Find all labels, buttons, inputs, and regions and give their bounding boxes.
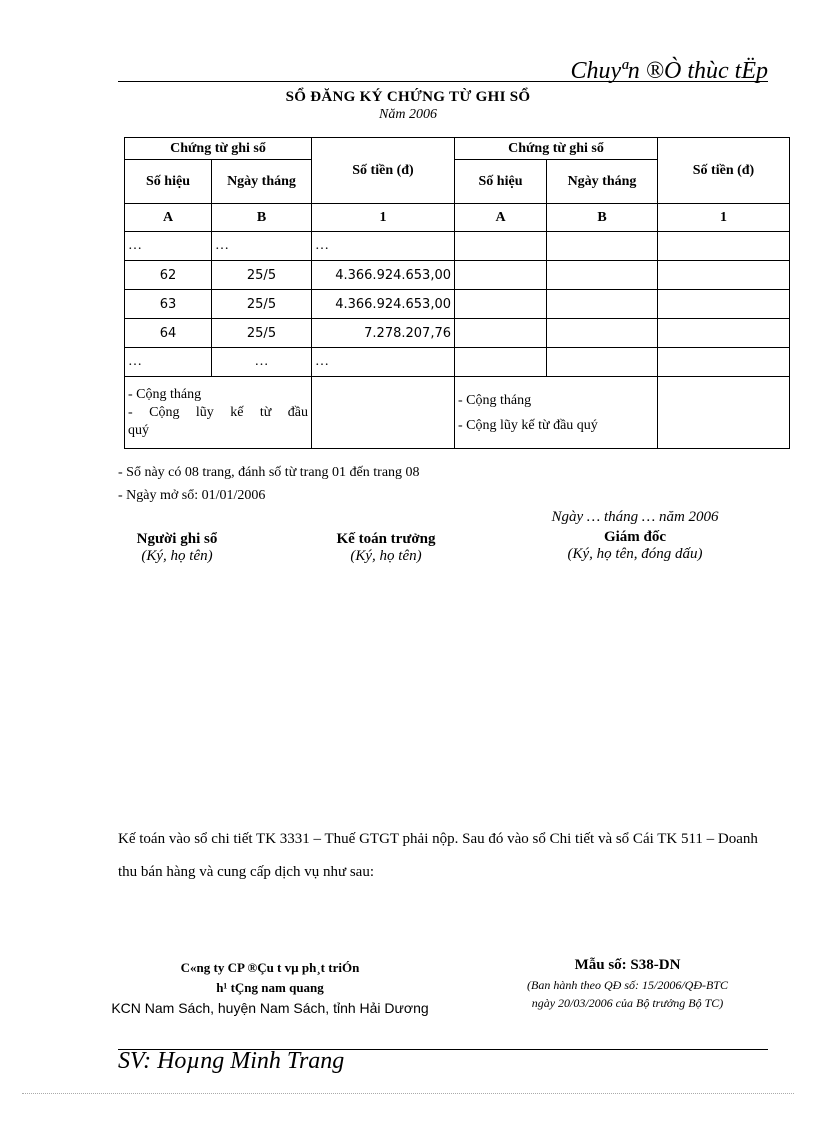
signature-block-recorder [96,531,258,565]
form-issued-line1: (Ban hành theo QĐ số: 15/2006/QĐ-BTC [527,978,728,992]
row-amount: 4.366.924.653,00 [312,261,455,290]
company-name-line2: h¹ tÇng nam quang [216,980,324,995]
empty-cell [658,290,790,319]
page-subtitle: Năm 2006 [379,107,437,122]
total-cumulative-left-quarter: quý [128,422,149,438]
col-header-number-right: Số hiệu [455,160,547,204]
signature-date-line: Ngày … tháng … năm 2006 [551,509,719,525]
body-paragraph: Kế toán vào sổ chi tiết TK 3331 – Thuế GTGT phải nộp. Sau đó vào sổ Chi tiết và sổ Cái TK 511 – Doanh thu bán hàng và cung cấp dịch vụ như sau: [118,831,758,880]
table-row [125,290,790,319]
signature-title-director: Giám đốc [603,529,667,545]
code-a-left: A [125,204,212,232]
empty-cell [547,232,658,261]
row-date: … [212,348,312,377]
total-month-right: - Cộng tháng [458,392,532,408]
company-address: KCN Nam Sách, huyện Nam Sách, tỉnh Hải Dương [111,1000,429,1016]
column-code-row [125,204,790,232]
col-header-date-right: Ngày tháng [547,160,658,204]
row-date: 25/5 [212,290,312,319]
table-row [125,232,790,261]
signature-title-recorder: Người ghi sổ [136,531,218,547]
total-month-left: - Cộng tháng [128,386,202,402]
note-pages: - Sổ này có 08 trang, đánh số từ trang 01 đến trang 08 [118,465,420,480]
total-label-right [455,377,658,449]
group-header-left: Chứng từ ghi sổ [125,138,312,160]
row-amount: … [312,232,455,261]
empty-cell [455,232,547,261]
table-row [125,261,790,290]
row-amount: 4.366.924.653,00 [312,290,455,319]
student-name: SV: Hoµng Minh Trang [118,1048,345,1074]
row-date: 25/5 [212,319,312,348]
code-a-right: A [455,204,547,232]
table-header-row [125,138,790,160]
form-code: Mẫu số: S38-DN [574,957,681,973]
running-header: Chuyªn ®Ò thùc tËp [570,58,768,84]
row-amount: … [312,348,455,377]
row-date: 25/5 [212,261,312,290]
total-cumulative-right: - Cộng lũy kế từ đầu quý [458,417,598,433]
page-bottom-border [22,1093,794,1094]
row-number: 64 [125,319,212,348]
empty-cell [547,290,658,319]
signature-note-director: (Ký, họ tên, đóng dấu) [567,546,703,562]
note-open-date: - Ngày mở sổ: 01/01/2006 [118,488,266,503]
empty-cell [547,261,658,290]
table-row [125,319,790,348]
row-date: … [212,232,312,261]
table-row [125,348,790,377]
signature-block-accountant [305,531,467,565]
page-title: SỔ ĐĂNG KÝ CHỨNG TỪ GHI SỔ [285,89,531,105]
col-header-amount-right: Số tiền (đ) [658,138,790,204]
row-number: 62 [125,261,212,290]
empty-cell [455,319,547,348]
signature-note-accountant: (Ký, họ tên) [350,548,422,564]
empty-cell [658,319,790,348]
table-total-row [125,377,790,449]
code-1-left: 1 [312,204,455,232]
empty-cell [455,261,547,290]
col-header-date-left: Ngày tháng [212,160,312,204]
signature-title-accountant: Kế toán trưởng [336,531,436,547]
empty-cell [547,319,658,348]
company-name-line1: C«ng ty CP ®Çu t vµ ph¸t triÓn [180,960,360,975]
row-number: … [125,232,212,261]
company-block [80,958,460,1018]
empty-cell [455,290,547,319]
empty-cell [658,261,790,290]
register-table [124,137,790,449]
form-issued-line2: ngày 20/03/2006 của Bộ trưởng Bộ TC) [531,996,724,1010]
group-header-right: Chứng từ ghi sổ [455,138,658,160]
col-header-number-left: Số hiệu [125,160,212,204]
empty-cell [547,348,658,377]
header-rule [118,81,768,82]
col-header-amount-left: Số tiền (đ) [312,138,455,204]
empty-cell [658,348,790,377]
empty-cell [455,348,547,377]
signature-block-director [520,529,750,563]
code-b-right: B [547,204,658,232]
code-b-left: B [212,204,312,232]
code-1-right: 1 [658,204,790,232]
row-number: … [125,348,212,377]
signature-note-recorder: (Ký, họ tên) [141,548,213,564]
empty-cell [658,377,790,449]
row-amount: 7.278.207,76 [312,319,455,348]
row-number: 63 [125,290,212,319]
empty-cell [658,232,790,261]
empty-cell [312,377,455,449]
total-label-left [125,377,312,449]
total-cumulative-left: - Cộng lũy kế từ đầu [128,404,308,420]
form-code-block [495,954,760,1012]
